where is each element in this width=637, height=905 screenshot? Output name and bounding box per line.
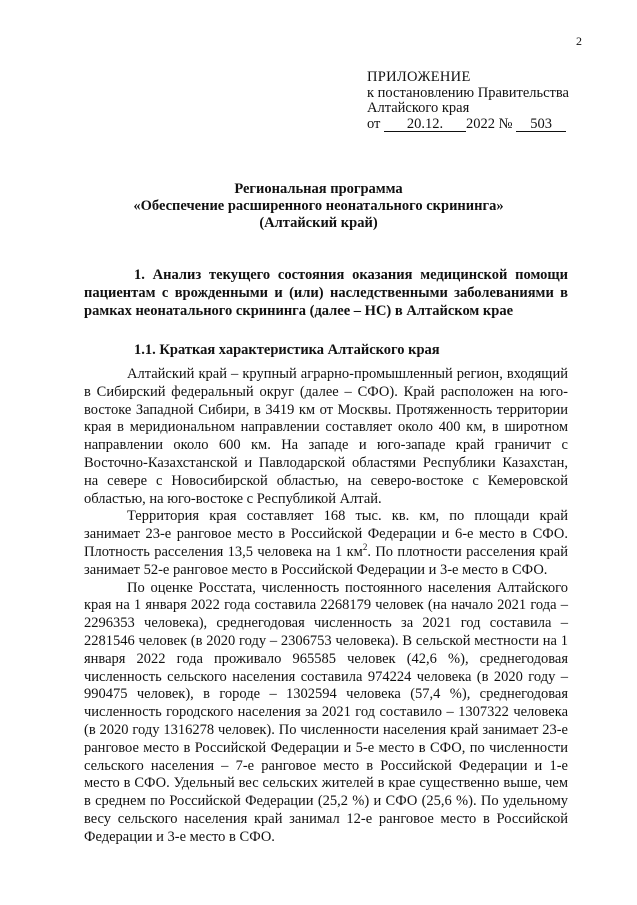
section-heading: 1. Анализ текущего состояния оказания медицинской помощи пациентам с врожденными и (или) наследственными заболеваниями в рамках неонатального скрининга (далее – НС) в Алтайском крае	[84, 267, 568, 319]
annex-date-line	[367, 117, 569, 133]
subsection-heading: 1.1. Краткая характеристика Алтайского края	[134, 342, 440, 358]
body-text	[84, 366, 568, 847]
program-title-line2: «Обеспечение расширенного неонатального скрининга»	[133, 198, 504, 214]
annex-block	[367, 70, 569, 132]
program-title-line1: Региональная программа	[234, 181, 403, 197]
paragraph-territory	[84, 508, 568, 579]
program-title	[0, 181, 637, 232]
annex-heading: ПРИЛОЖЕНИЕ	[367, 69, 471, 85]
paragraph-territory-text: Территория края составляет 168 тыс. кв. км, по площади край занимает 23-е ранговое место в Российской Федерации и 6-е место в СФО. Плотность расселения 13,5 человека на 1 км	[84, 508, 568, 560]
paragraph-territory-text-end: . По плотности расселения край занимает 52-е ранговое место в Российской Федерации и 3-е место в СФО.	[84, 543, 568, 578]
annex-date-day: 20.12.	[384, 117, 466, 132]
paragraph-geography: Алтайский край – крупный аграрно-промышленный регион, входящий в Сибирский федеральный округ (далее – СФО). Край расположен на юго-востоке Западной Сибири, в 3419 км от Москвы. Протяженность территории края в меридиональном направлении составляет около 400 км, в широтном направлении около 600 км. На западе и юго-западе край граничит с Восточно-Казахстанской и Павлодарской областями Республики Казахстан, на севере с Новосибирской областью, на северо-востоке с Кемеровской областью, на юго-востоке с Республикой Алтай.	[84, 366, 568, 507]
annex-decree-number: 503	[516, 117, 566, 132]
annex-date-year: 2022 №	[466, 115, 513, 132]
program-title-line3: (Алтайский край)	[259, 215, 378, 231]
page-number: 2	[576, 34, 582, 48]
superscript: 2	[362, 542, 368, 553]
paragraph-population: По оценке Росстата, численность постоянного населения Алтайского края на 1 января 2022 года составила 2268179 человек (на начало 2021 года – 2296353 человека), среднегодовая численность за 2021 год составила – 2281546 человек (в 2020 году – 2306753 человека). В сельской местности на 1 января 2022 года проживало 965585 человек (42,6 %), среднегодовая численность сельского населения составила 974224 человека (в 2020 году – 990475 человек), в городе – 1302594 человека (57,4 %), среднегодовая численность городского населения за 2021 год составило – 1307322 человека (в 2020 году 1316278 человек). По численности населения край занимает 23-е ранговое место в Российской Федерации и 5-е место в СФО, по численности сельского населения – 7-е ранговое место в Российской Федерации и 1-е место в СФО. Удельный вес сельских жителей в крае существенно выше, чем в среднем по Российской Федерации (25,2 %) и СФО (25,6 %). По удельному весу сельского населения край занимал 12-е ранговое место в Российской Федерации и 3-е место в СФО.	[84, 579, 568, 845]
annex-date-prefix: от	[367, 115, 381, 132]
annex-line-decree: к постановлению Правительства	[367, 84, 569, 101]
annex-line-region: Алтайского края	[367, 100, 470, 116]
